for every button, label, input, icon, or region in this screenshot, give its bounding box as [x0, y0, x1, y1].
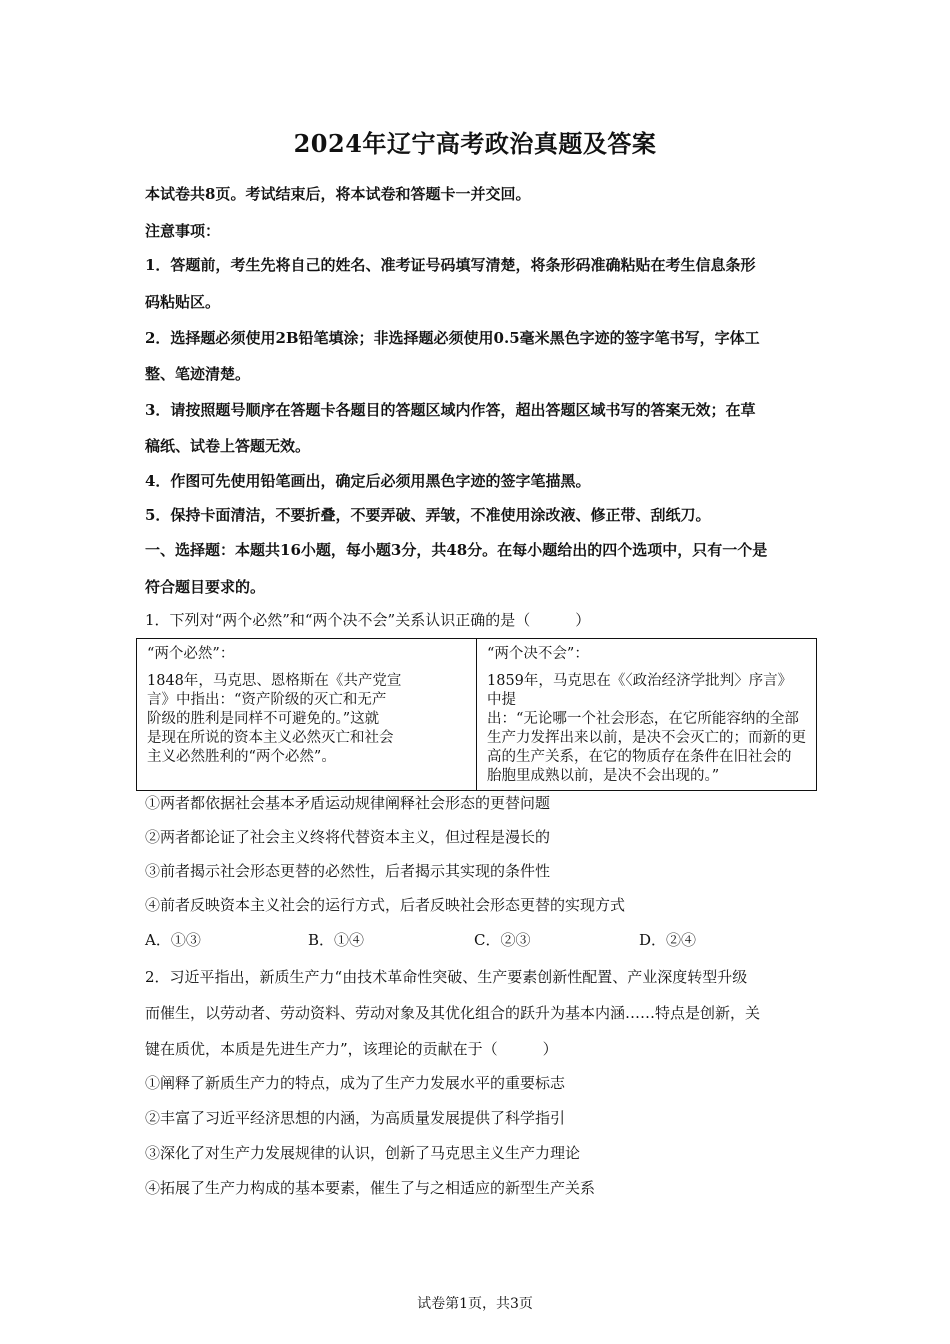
page-footer: 试卷第1页，共3页	[417, 1296, 533, 1312]
question-1-statement-3: ③前者揭示社会形态更替的必然性，后者揭示其实现的条件性	[145, 862, 551, 880]
table-right-heading: “两个决不会”：	[487, 646, 589, 662]
table-right-line: 出：“无论哪一个社会形态，在它所能容纳的全部	[487, 711, 799, 727]
table-left-line: 主义必然胜利的“两个必然”。	[147, 749, 336, 765]
question-2-statement-2: ②丰富了习近平经济思想的内涵，为高质量发展提供了科学指引	[145, 1109, 566, 1127]
question-1-statement-1: ①两者都依据社会基本矛盾运动规律阐释社会形态的更替问题	[145, 794, 551, 812]
exam-intro: 本试卷共8页。考试结束后，将本试卷和答题卡一并交回。	[145, 185, 531, 203]
table-right-line: 1859年，马克思在《〈政治经济学批判〉序言》中提	[487, 673, 793, 708]
table-left-line: 阶级的胜利是同样不可避免的。”这就	[147, 711, 380, 727]
note-3-line-b: 稿纸、试卷上答题无效。	[145, 437, 311, 455]
table-cell-two-inevitables	[137, 639, 477, 791]
question-1-statement-2: ②两者都论证了社会主义终将代替资本主义，但过程是漫长的	[145, 828, 551, 846]
table-left-line: 1848年，马克思、恩格斯在《共产党宣	[147, 673, 402, 689]
section-1-heading-a: 一、选择题：本题共16小题，每小题3分，共48分。在每小题给出的四个选项中，只有一个是	[145, 541, 768, 559]
note-3-line-a: 3．请按照题号顺序在答题卡各题目的答题区域内作答，超出答题区域书写的答案无效；在草	[145, 401, 756, 419]
table-left-line: 是现在所说的资本主义必然灭亡和社会	[147, 730, 394, 746]
question-2-stem-line-b: 而催生，以劳动者、劳动资料、劳动对象及其优化组合的跃升为基本内涵……特点是创新，关	[145, 1004, 761, 1022]
table-left-line: 言》中指出：“资产阶级的灭亡和无产	[147, 692, 387, 708]
table-right-line: 生产力发挥出来以前，是决不会灭亡的；而新的更	[487, 730, 806, 746]
question-2-statement-3: ③深化了对生产力发展规律的认识，创新了马克思主义生产力理论	[145, 1144, 581, 1162]
note-1-line-b: 码粘贴区。	[145, 293, 221, 311]
question-1-stem: 1．下列对“两个必然”和“两个决不会”关系认识正确的是（ ）	[145, 611, 591, 629]
page-title: 2024年辽宁高考政治真题及答案	[293, 129, 657, 158]
choice-a: A．①③	[145, 931, 201, 949]
table-cell-two-nevers	[477, 639, 817, 791]
choice-c: C．②③	[474, 931, 531, 949]
choice-b: B．①④	[308, 931, 365, 949]
question-2-statement-4: ④拓展了生产力构成的基本要素，催生了与之相适应的新型生产关系	[145, 1179, 596, 1197]
notes-heading: 注意事项：	[145, 222, 221, 240]
table-left-heading: “两个必然”：	[147, 646, 235, 662]
note-4: 4．作图可先使用铅笔画出，确定后必须用黑色字迹的签字笔描黑。	[145, 472, 591, 490]
note-2-line-a: 2．选择题必须使用2B铅笔填涂；非选择题必须使用0.5毫米黑色字迹的签字笔书写，字体工	[145, 329, 760, 347]
section-1-heading-b: 符合题目要求的。	[145, 578, 266, 596]
note-1-line-a: 1．答题前，考生先将自己的姓名、准考证号码填写清楚，将条形码准确粘贴在考生信息条形	[145, 256, 756, 274]
question-2-statement-1: ①阐释了新质生产力的特点，成为了生产力发展水平的重要标志	[145, 1074, 566, 1092]
question-1-statement-4: ④前者反映资本主义社会的运行方式，后者反映社会形态更替的实现方式	[145, 896, 626, 914]
table-right-line: 高的生产关系，在它的物质存在条件在旧社会的	[487, 749, 792, 765]
question-2-stem-line-c: 键在质优，本质是先进生产力”，该理论的贡献在于（ ）	[145, 1040, 558, 1058]
table-right-line: 胎胞里成熟以前，是决不会出现的。”	[487, 768, 720, 784]
note-5: 5．保持卡面清洁，不要折叠，不要弄破、弄皱，不准使用涂改液、修正带、刮纸刀。	[145, 506, 711, 524]
comparison-table	[136, 638, 817, 791]
choice-d: D．②④	[639, 931, 697, 949]
question-2-stem-line-a: 2．习近平指出，新质生产力“由技术革命性突破、生产要素创新性配置、产业深度转型升级	[145, 968, 748, 986]
note-2-line-b: 整、笔迹清楚。	[145, 365, 251, 383]
